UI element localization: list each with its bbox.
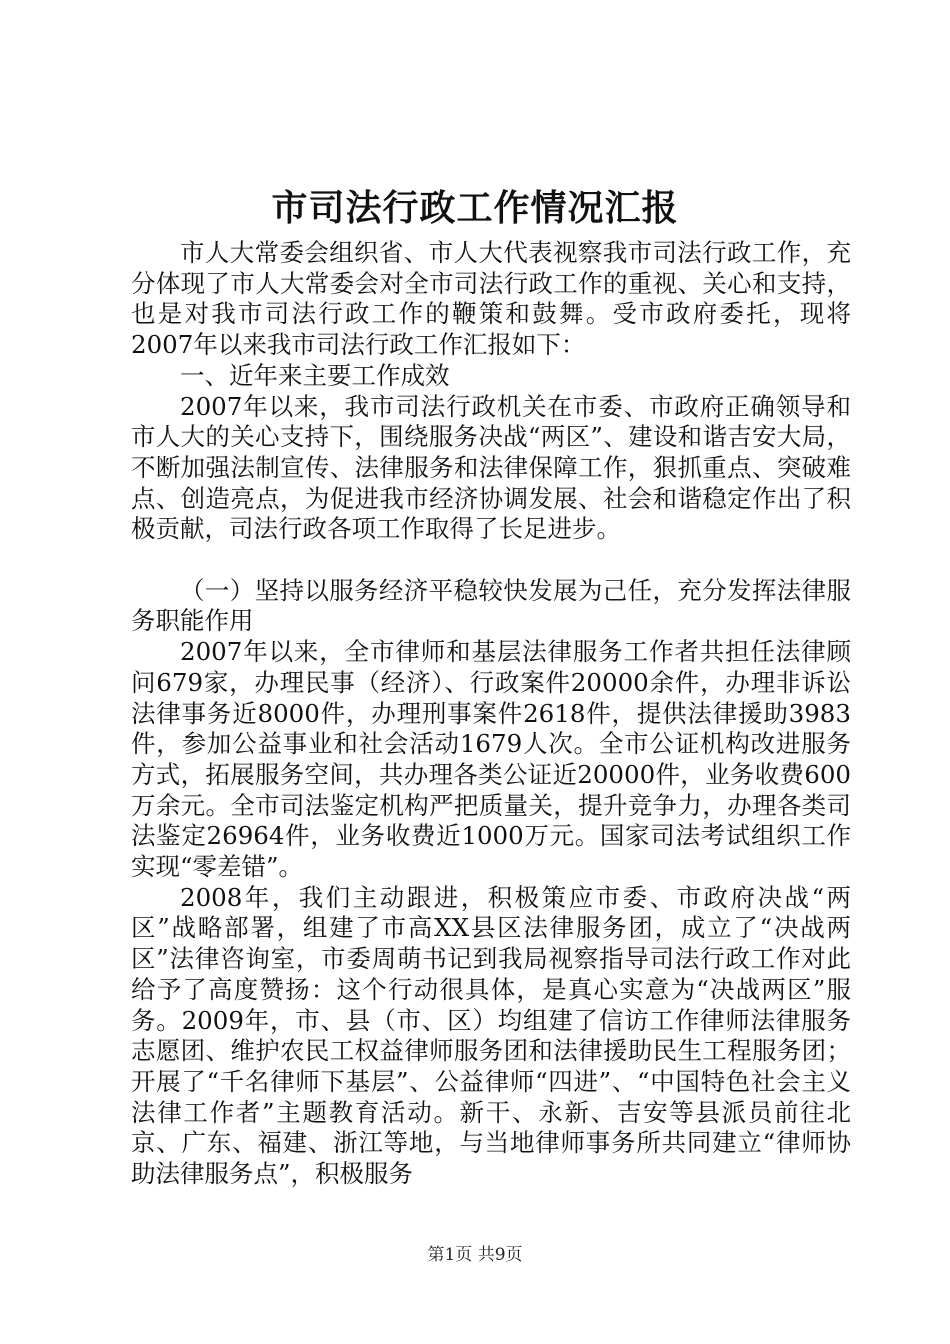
paragraph-2008-actions: 2008年，我们主动跟进，积极策应市委、市政府决战“两区”战略部署，组建了市高XX县区法律服务团，成立了“决战两区”法律咨询室，市委周萌书记到我局视察指导司法行政工作对此给予了高度赞扬：这个行动很具体，是真心实意为“决战两区”服务。2009年，市、县（市、区）均组建了信访工作律师法律服务志愿团、维护农民工权益律师服务团和法律援助民生工程服务团；开展了“千名律师下基层”、公益律师“四进”、“中国特色社会主义法律工作者”主题教育活动。新干、永新、吉安等县派员前往北京、广东、福建、浙江等地，与当地律师事务所共同建立“律师协助法律服务点”，积极服务 (131, 882, 851, 1189)
document-title: 市司法行政工作情况汇报 (271, 187, 679, 229)
paragraph-legal-services: 2007年以来，全市律师和基层法律服务工作者共担任法律顾问679家，办理民事（经济）、行政案件20000余件，办理非诉讼法律事务近8000件，办理刑事案件2618件，提供法律援助3983件，参加公益事业和社会活动1679人次。全市公证机构改进服务方式，拓展服务空间，共办理各类公证近20000件，业务收费600万余元。全市司法鉴定机构严把质量关，提升竞争力，办理各类司法鉴定26964件，业务收费近1000万元。国家司法考试组织工作实现“零差错”。 (131, 637, 851, 882)
document-body (131, 238, 851, 1190)
page-number: 第1页 共9页 (427, 1245, 523, 1265)
section-heading: 一、近年来主要工作成效 (180, 360, 450, 390)
subsection-heading: （一）坚持以服务经济平稳较快发展为己任，充分发挥法律服务职能作用 (131, 575, 851, 636)
paragraph-intro: 市人大常委会组织省、市人大代表视察我市司法行政工作，充分体现了市人大常委会对全市司法行政工作的重视、关心和支持，也是对我市司法行政工作的鞭策和鼓舞。受市政府委托，现将2007年以来我市司法行政工作汇报如下： (131, 238, 851, 360)
paragraph-overview: 2007年以来，我市司法行政机关在市委、市政府正确领导和市人大的关心支持下，围绕服务决战“两区”、建设和谐吉安大局，不断加强法制宣传、法律服务和法律保障工作，狠抓重点、突破难点、创造亮点，为促进我市经济协调发展、社会和谐稳定作出了积极贡献，司法行政各项工作取得了长足进步。 (131, 391, 851, 544)
paragraph-spacer (131, 545, 851, 576)
